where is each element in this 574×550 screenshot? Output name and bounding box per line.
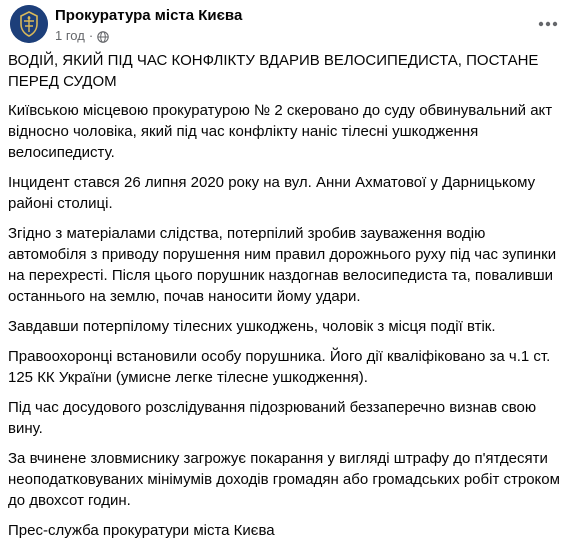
post-meta	[55, 28, 109, 44]
more-options-button[interactable]	[532, 8, 564, 40]
post-headline: ВОДІЙ, ЯКИЙ ПІД ЧАС КОНФЛІКТУ ВДАРИВ ВЕЛОСИПЕДИСТА, ПОСТАНЕ ПЕРЕД СУДОМ	[8, 52, 539, 90]
post-paragraph: Завдавши потерпілому тілесних ушкоджень, чоловік з місця події втік.	[8, 318, 496, 335]
page-name-link[interactable]: Прокуратура міста Києва	[55, 7, 243, 24]
prosecutor-emblem-icon	[10, 5, 48, 43]
post-time-link[interactable]: 1 год	[55, 28, 85, 43]
post-paragraph: Згідно з матеріалами слідства, потерпілий зробив зауваження водію автомобіля з приводу порушення ним правил дорожнього руху під час зупинки на перехресті. Після цього порушник наздогнав велосипедиста та, поваливши останнього на землю, почав наносити йому удари.	[8, 225, 557, 305]
post-paragraph: За вчинене зловмиснику загрожує покарання у вигляді штрафу до п'ятдесяти неоподатковуваних мінімумів доходів громадян або громадських робіт строком до двохсот годин.	[8, 450, 560, 509]
post-paragraph: Правоохоронці встановили особу порушника. Його дії кваліфіковано за ч.1 ст. 125 КК України (умисне легке тілесне ушкодження).	[8, 348, 551, 386]
globe-icon[interactable]	[97, 31, 109, 43]
post-paragraph: Під час досудового розслідування підозрюваний беззаперечно визнав свою вину.	[8, 399, 537, 437]
post-paragraph: Київською місцевою прокуратурою № 2 скеровано до суду обвинувальний акт відносно чоловіка, який під час конфлікту наніс тілесні ушкодження велосипедисту.	[8, 102, 553, 161]
post-signature: Прес-служба прокуратури міста Києва	[8, 522, 275, 539]
more-horizontal-icon	[538, 21, 558, 27]
post-body	[8, 50, 564, 550]
meta-separator: ·	[88, 28, 94, 43]
post-paragraph: Інцидент стався 26 липня 2020 року на вул. Анни Ахматової у Дарницькому районі столиці.	[8, 174, 536, 212]
avatar[interactable]	[10, 5, 48, 43]
post-header	[0, 0, 574, 48]
